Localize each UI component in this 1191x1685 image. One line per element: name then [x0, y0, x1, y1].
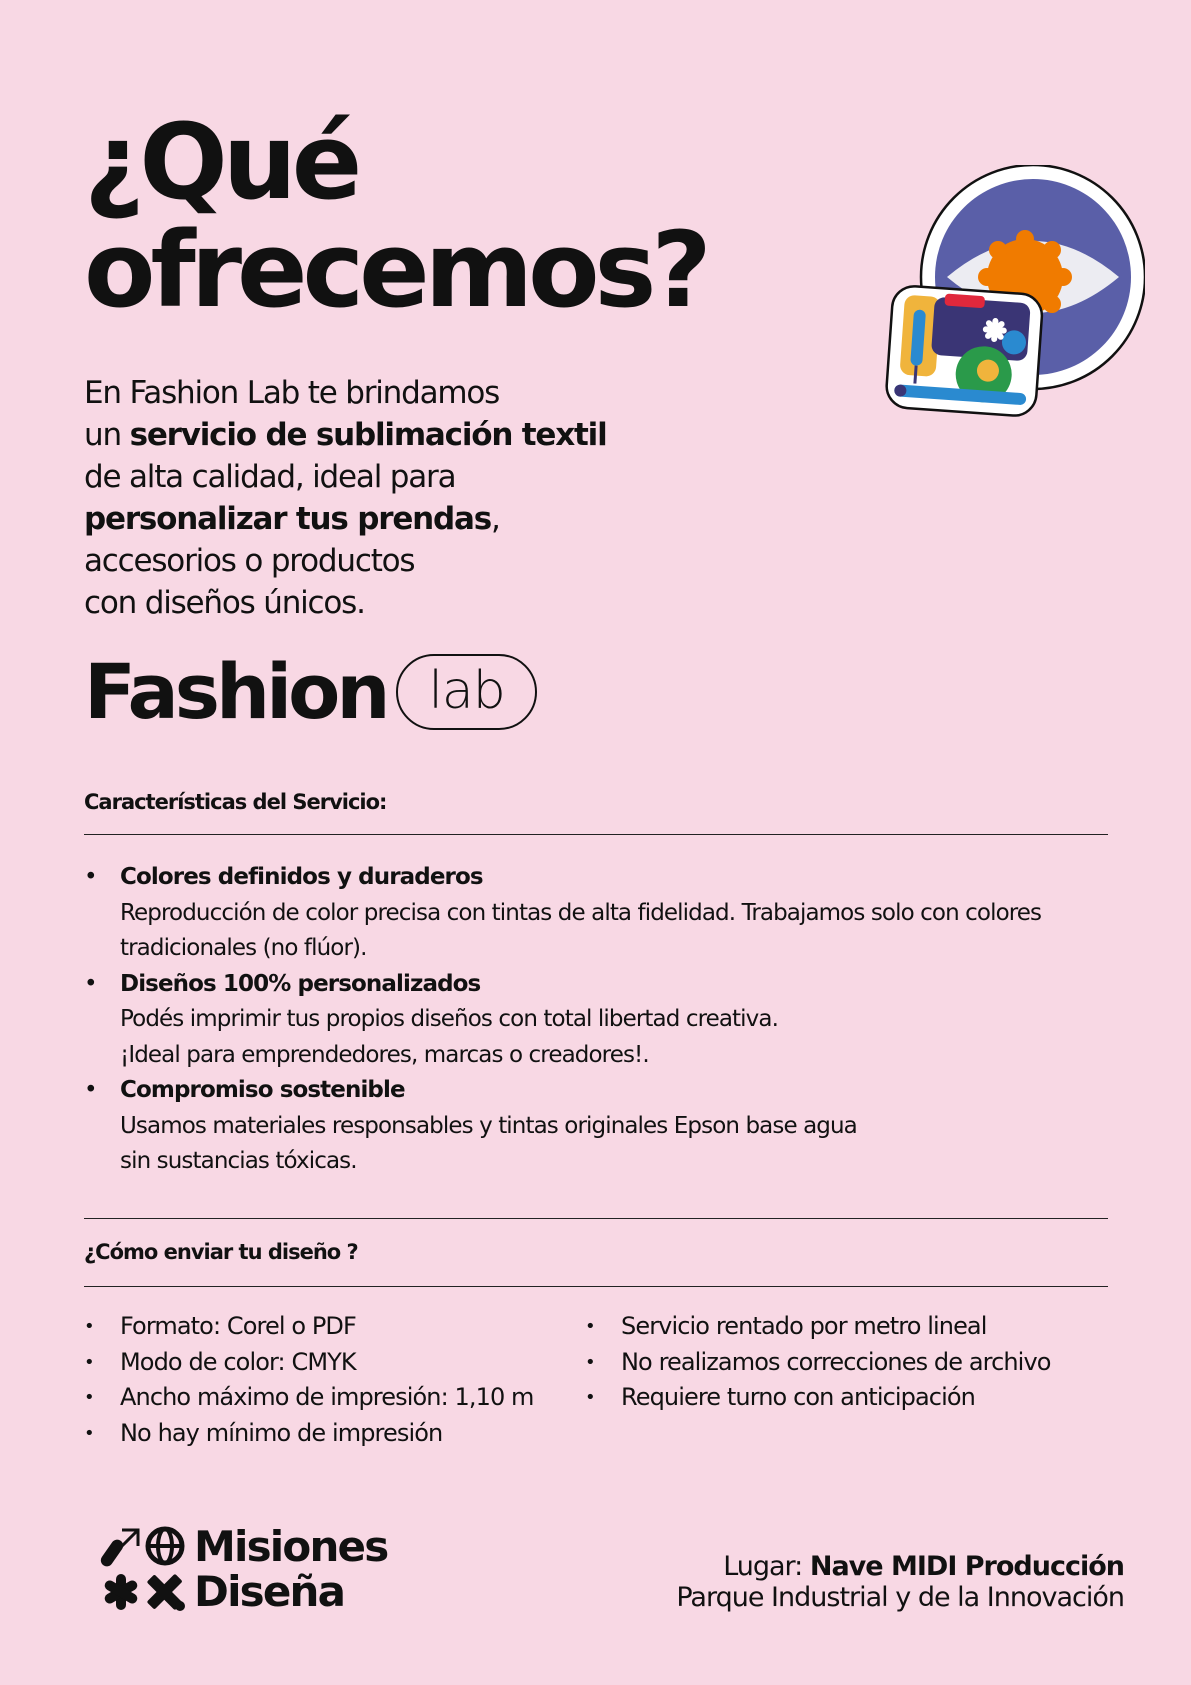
list-item [84, 1073, 1114, 1180]
intro-line [84, 498, 644, 540]
divider [84, 834, 1108, 835]
headline-line-1: ¿Qué [84, 101, 358, 223]
list-item: • Ancho máximo de impresión: 1,10 m [84, 1380, 534, 1416]
location-block [676, 1551, 1124, 1613]
location-address: Parque Industrial y de la Innovación [676, 1582, 1124, 1613]
divider [84, 1286, 1108, 1287]
intro-line: de alta calidad, ideal para [84, 459, 456, 495]
list-item: • Formato: Corel o PDF [84, 1309, 534, 1345]
list-item: • No realizamos correcciones de archivo [585, 1345, 1051, 1381]
intro-line: En Fashion Lab te brindamos [84, 375, 500, 411]
logo-text [194, 1524, 387, 1614]
asterisk-icon [100, 1570, 142, 1614]
divider [84, 1218, 1108, 1219]
logo-line-2: Diseña [194, 1567, 345, 1616]
feature-text: ¡Ideal para emprendedores, marcas o creadores!. [120, 1041, 649, 1068]
send-list-left [84, 1309, 534, 1451]
x-cross-icon [144, 1570, 186, 1614]
location-label: Lugar: [723, 1551, 810, 1582]
feature-title: • Colores definidos y duraderos [120, 864, 483, 890]
list-item [84, 860, 1114, 967]
feature-text: Podés imprimir tus propios diseños con total libertad creativa. [120, 1006, 778, 1032]
features-list [84, 860, 1114, 1180]
location-line [676, 1551, 1124, 1582]
list-item: • Requiere turno con anticipación [585, 1380, 1051, 1416]
headline [84, 101, 707, 331]
sewing-machine-sticker-illustration [885, 165, 1145, 425]
intro-bold: servicio de sublimación textil [129, 417, 607, 453]
intro-paragraph [84, 372, 644, 624]
fashion-lab-brand [84, 647, 537, 736]
feature-text: tradicionales (no flúor). [120, 935, 367, 961]
list-item [84, 967, 1114, 1074]
logo-line-1: Misiones [194, 1522, 388, 1571]
logo-icons [100, 1524, 186, 1614]
intro-line [84, 414, 644, 456]
list-item: • No hay mínimo de impresión [84, 1416, 534, 1452]
feature-title: • Diseños 100% personalizados [120, 970, 481, 997]
brand-word: Fashion [84, 647, 387, 736]
brush-arrow-icon [100, 1524, 142, 1568]
features-title: Características del Servicio: [84, 790, 387, 814]
headline-line-2: ofrecemos? [84, 209, 707, 331]
globe-icon [144, 1524, 186, 1568]
intro-text: un [84, 417, 130, 453]
misiones-disena-logo [100, 1524, 387, 1614]
intro-bold: personalizar tus prendas [84, 501, 492, 537]
send-title: ¿Cómo enviar tu diseño ? [84, 1240, 358, 1264]
intro-text: , [491, 501, 500, 537]
list-item: • Servicio rentado por metro lineal [585, 1309, 1051, 1345]
list-item: • Modo de color: CMYK [84, 1345, 534, 1381]
intro-line: accesorios o productos [84, 543, 415, 579]
feature-title: • Compromiso sostenible [120, 1077, 405, 1103]
feature-text: Reproducción de color precisa con tintas de alta fidelidad. Trabajamos solo con colores [120, 899, 1042, 926]
intro-line: con diseños únicos. [84, 585, 365, 621]
feature-text: Usamos materiales responsables y tintas originales Epson base agua [120, 1112, 857, 1139]
send-list-right [585, 1309, 1051, 1416]
feature-text: sin sustancias tóxicas. [120, 1148, 357, 1174]
brand-pill: lab [396, 654, 536, 730]
location-place: Nave MIDI Producción [809, 1551, 1124, 1582]
